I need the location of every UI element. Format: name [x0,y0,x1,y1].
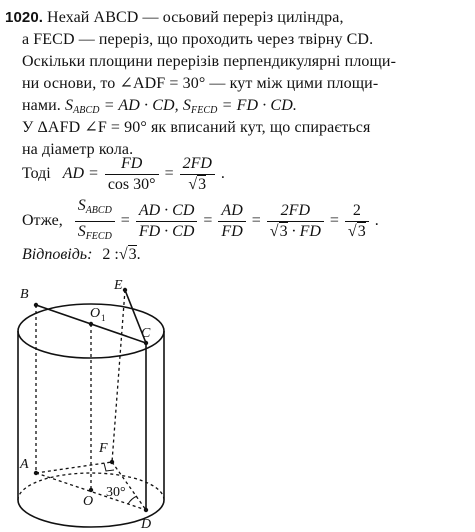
angle-arc-d [128,496,137,504]
point-o [89,488,93,492]
area-ratio-numerator: $S_{ABCD}$ [75,197,115,222]
area-ratio-denominator: $S_{FECD}$ [77,223,112,242]
line-5-prefix: нами. [22,97,61,114]
area-abcd-symbol: S [64,97,74,114]
fraction-fd-denominator: FD [221,223,243,240]
period: . [374,212,379,230]
fraction-products-numerator: AD · CD [136,202,198,222]
fraction-sqrt3-denominator: √3 [188,176,207,193]
generator-fe [112,290,125,462]
area-fecd-rhs: = FD · CD. [221,97,297,114]
fraction-2fd-numerator: 2FD [267,202,324,222]
fraction-2fd-numerator: 2FD [180,155,215,175]
text-line-3: Оскільки площини перерізів перпендикулярні площи- [22,53,397,70]
area-fecd-subscript: FECD [190,105,218,116]
label-f: F [99,441,108,456]
label-angle: 30° [106,485,126,500]
point-e [123,288,127,292]
point-f [110,460,114,464]
answer-value: 2 : [102,246,119,263]
point-d [144,508,148,512]
equals-sign: = [329,212,339,230]
right-angle-marker [104,463,114,471]
text-line-4: ни основи, то ∠ADF = 30° — кут між цими площи- [22,75,379,92]
point-o1 [89,322,93,326]
otzhe-word: Отже, [22,212,63,230]
area-fecd-symbol: S [182,97,191,114]
answer-radicand: 3 [128,246,137,263]
answer-period: . [136,246,141,263]
equals-sign: = [164,165,174,183]
answer-label: Відповідь: [22,246,93,263]
label-o1: O [90,306,101,321]
text-line-6: У ΔAFD ∠F = 90° як вписаний кут, що спирається [22,119,371,136]
fraction-products-denominator: FD · CD [138,223,195,240]
label-e: E [114,278,123,293]
answer-line: Відповідь: 2 :√3. [22,246,141,263]
problem-number: 1020. [5,9,44,26]
text-line-7: на діаметр кола. [22,141,134,158]
line-1-text: Нехай ABCD — осьовий переріз циліндра, [47,9,344,26]
todi-word: Тоді [22,165,51,183]
equals-sign: = [203,212,213,230]
label-d: D [141,517,152,532]
point-c [144,341,148,345]
equals-sign: = [251,212,261,230]
radicand-3: 3 [198,176,207,193]
label-b: B [20,287,29,302]
point-b [34,303,38,307]
fraction-fd-cos-numerator: FD [105,155,159,175]
fraction-sqrt3-denominator: √3 [347,223,366,240]
chord-af [36,462,112,473]
fraction-sqrt3fd-denominator: √3 · FD [269,223,321,240]
point-a [34,471,38,475]
area-abcd-subscript: ABCD [73,105,100,116]
fraction-2-numerator: 2 [345,202,369,222]
label-o: O [83,494,94,509]
label-c: C [141,326,151,341]
fraction-ad-numerator: AD [218,202,245,222]
period: . [220,165,225,183]
label-a: A [20,457,29,472]
fraction-fd-cos-denominator: cos 30° [107,176,156,193]
text-line-2: а FECD — переріз, що проходить через твірну CD. [22,31,374,48]
equals-sign: = [120,212,130,230]
area-abcd-rhs: = AD · CD, [103,97,179,114]
label-o1-sub: 1 [101,313,106,323]
ad-equals: AD = [62,165,99,183]
